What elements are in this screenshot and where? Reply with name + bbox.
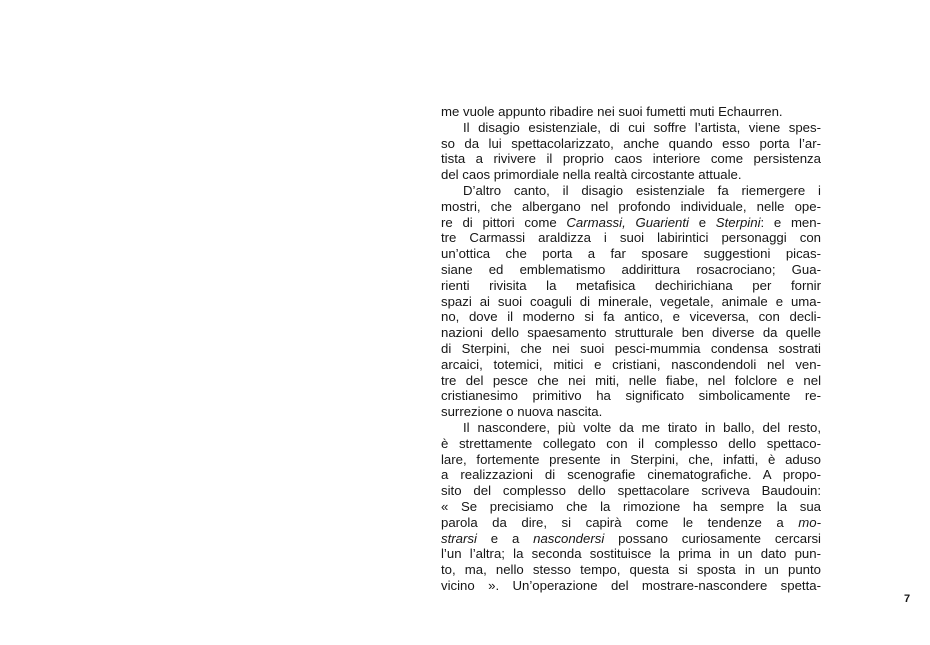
text-segment: spazi ai suoi coaguli di minerale, vegetale, animale e uma- <box>441 293 821 309</box>
text-line <box>441 215 821 231</box>
italic-segment: Sterpini <box>715 214 761 230</box>
text-line <box>441 151 821 167</box>
text-line <box>441 515 821 531</box>
text-line <box>441 262 821 278</box>
text-line <box>441 467 821 483</box>
text-line <box>441 436 821 452</box>
text-segment: sito del complesso dello spettacolare scriveva Baudouin: <box>441 483 821 499</box>
text-segment: di Sterpini, che nei suoi pesci-mummia condensa sostrati <box>441 340 821 356</box>
text-line <box>441 388 821 404</box>
text-segment: rienti rivisita la metafisica dechirichiana per fornir <box>441 277 821 293</box>
text-line <box>441 404 821 420</box>
italic-segment: strarsi <box>441 530 477 546</box>
text-line <box>441 452 821 468</box>
text-segment: surrezione o nuova nascita. <box>441 404 603 420</box>
text-segment: : e men- <box>760 214 821 230</box>
text-line <box>441 531 821 547</box>
text-segment: nazioni dello spaesamento strutturale ben diverse da quelle <box>441 325 821 341</box>
text-line <box>441 183 821 199</box>
text-segment: parola da dire, si capirà come le tendenze a <box>441 514 799 530</box>
text-line <box>441 341 821 357</box>
text-segment: del caos primordiale nella realtà circostante attuale. <box>441 167 742 183</box>
text-segment: Il nascondere, più volte da me tirato in ballo, del resto, <box>463 419 821 435</box>
text-segment: tre Carmassi araldizza i suoi labirintici personaggi con <box>441 230 821 246</box>
text-line <box>441 373 821 389</box>
text-line <box>441 230 821 246</box>
italic-segment: mo- <box>798 514 821 530</box>
text-line <box>441 294 821 310</box>
text-line <box>441 499 821 515</box>
text-line <box>441 104 821 120</box>
italic-segment: Carmassi, Guarienti <box>566 214 689 230</box>
text-segment: e <box>688 214 716 230</box>
text-line <box>441 578 821 594</box>
text-line <box>441 420 821 436</box>
text-line <box>441 278 821 294</box>
text-segment: siane ed emblematismo addirittura rosacrociano; Gua- <box>441 261 821 277</box>
text-segment: tista a rivivere il proprio caos interiore come persistenza <box>441 151 821 167</box>
text-segment: to, ma, nello stesso tempo, questa si sposta in un punto <box>441 562 821 578</box>
text-segment: « Se precisiamo che la rimozione ha sempre la sua <box>441 498 821 514</box>
text-segment: a realizzazioni di scenografie cinematografiche. A propo- <box>441 467 821 483</box>
text-segment: me vuole appunto ribadire nei suoi fumetti muti Echaurren. <box>441 104 783 119</box>
text-segment: D’altro canto, il disagio esistenziale fa riemergere i <box>463 182 821 198</box>
text-line <box>441 199 821 215</box>
italic-segment: nascondersi <box>533 530 605 546</box>
text-line <box>441 167 821 183</box>
text-line <box>441 120 821 136</box>
text-line <box>441 562 821 578</box>
text-segment: l’un l’altra; la seconda sostituisce la prima in un dato pun- <box>441 546 821 562</box>
text-segment: possano curiosamente cercarsi <box>604 530 821 546</box>
text-segment: mostri, che albergano nel profondo individuale, nelle ope- <box>441 198 821 214</box>
text-segment: un’ottica che porta a far sposare suggestioni picas- <box>441 246 821 262</box>
text-line <box>441 483 821 499</box>
text-segment: lare, fortemente presente in Sterpini, che, infatti, è aduso <box>441 451 821 467</box>
text-line <box>441 246 821 262</box>
text-segment: re di pittori come <box>441 214 567 230</box>
text-segment: so da lui spettacolarizzato, anche quando esso porta l’ar- <box>441 135 821 151</box>
body-text <box>441 104 821 594</box>
text-segment: arcaici, totemici, mitici e cristiani, nascondendoli nel ven- <box>441 356 821 372</box>
text-segment: e a <box>476 530 534 546</box>
text-segment: tre del pesce che nei miti, nelle fiabe, nel folclore e nel <box>441 372 821 388</box>
text-line <box>441 357 821 373</box>
text-segment: vicino ». Un’operazione del mostrare-nascondere spetta- <box>441 577 821 593</box>
page-number: 7 <box>904 593 911 605</box>
text-line <box>441 136 821 152</box>
text-line <box>441 546 821 562</box>
text-segment: Il disagio esistenziale, di cui soffre l’artista, viene spes- <box>463 119 821 135</box>
text-segment: no, dove il moderno si fa antico, e viceversa, con decli- <box>441 309 821 325</box>
text-line <box>441 325 821 341</box>
text-segment: è strettamente collegato con il complesso dello spettaco- <box>441 435 821 451</box>
text-segment: cristianesimo primitivo ha significato simbolicamente re- <box>441 388 821 404</box>
text-line <box>441 309 821 325</box>
